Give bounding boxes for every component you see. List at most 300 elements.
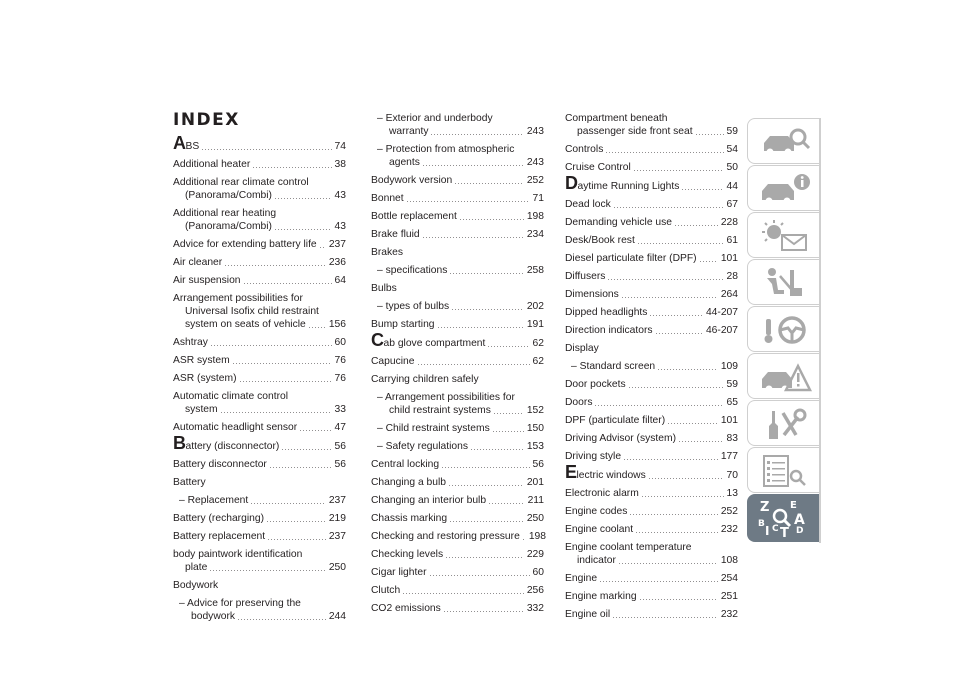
index-entry-label: Arrangement possibilities for bbox=[173, 293, 303, 304]
index-entry[interactable] bbox=[371, 548, 544, 561]
dot-leader bbox=[209, 570, 325, 571]
index-entry-page: 244 bbox=[328, 611, 346, 622]
index-entry-label: Additional rear heating bbox=[173, 208, 277, 219]
dot-leader bbox=[628, 387, 724, 388]
index-entry-label: Air suspension bbox=[173, 275, 241, 286]
index-entry[interactable] bbox=[371, 330, 544, 350]
index-entry-label: system on seats of vehicle bbox=[185, 319, 306, 330]
index-entry-label: Bodywork version bbox=[371, 175, 453, 186]
index-entry-page: 191 bbox=[526, 319, 544, 330]
index-entry-label: Driving style bbox=[565, 451, 622, 462]
index-entry-label: Engine coolant temperature bbox=[565, 542, 692, 553]
index-entry-page: 60 bbox=[532, 567, 544, 578]
index-entry[interactable] bbox=[565, 608, 738, 621]
index-entry-label: Diesel particulate filter (DPF) bbox=[565, 253, 697, 264]
index-entry[interactable] bbox=[565, 572, 738, 585]
dot-leader bbox=[655, 333, 703, 334]
index-entry-label: – Exterior and underbody bbox=[377, 113, 493, 124]
index-entry-label: indicator bbox=[577, 555, 616, 566]
index-entry[interactable] bbox=[371, 228, 544, 241]
dot-leader bbox=[239, 381, 332, 382]
index-entry[interactable] bbox=[173, 548, 346, 574]
index-entry[interactable] bbox=[371, 192, 544, 205]
tab-index[interactable] bbox=[747, 494, 821, 542]
dot-leader bbox=[667, 423, 718, 424]
index-entry-label: – Advice for preserving the bbox=[179, 598, 301, 609]
index-entry[interactable] bbox=[371, 282, 544, 295]
index-entry-label: Engine marking bbox=[565, 591, 637, 602]
tab-safety[interactable] bbox=[747, 259, 821, 305]
index-entry[interactable] bbox=[565, 378, 738, 391]
index-entry-label: Bodywork bbox=[173, 580, 219, 591]
person-seat-icon bbox=[758, 266, 812, 300]
dot-leader bbox=[633, 170, 724, 171]
index-entry-page: 177 bbox=[720, 451, 738, 462]
index-entry-page: 56 bbox=[532, 459, 544, 470]
index-entry[interactable] bbox=[565, 450, 738, 463]
index-entry-page: 252 bbox=[526, 175, 544, 186]
index-entry-label: plate bbox=[185, 562, 208, 573]
index-entry-page: 108 bbox=[720, 555, 738, 566]
dot-leader bbox=[237, 619, 326, 620]
index-entry-label: Chassis marking bbox=[371, 513, 448, 524]
dot-leader bbox=[232, 363, 332, 364]
index-entry-label: Display bbox=[565, 343, 599, 354]
index-entry-page: 250 bbox=[526, 513, 544, 524]
index-entry-page: 229 bbox=[526, 549, 544, 560]
tab-index-letter-t: T bbox=[780, 526, 789, 538]
index-entry-page: 44-207 bbox=[705, 307, 738, 318]
dot-leader bbox=[274, 229, 332, 230]
index-entry-page: 243 bbox=[526, 157, 544, 168]
index-entry-page: 46-207 bbox=[705, 325, 738, 336]
index-entry[interactable] bbox=[173, 579, 346, 592]
index-entry-label: Advice for extending battery life bbox=[173, 239, 317, 250]
index-entry-page: 56 bbox=[334, 441, 346, 452]
dot-leader bbox=[441, 467, 529, 468]
tab-index-letter-i: I bbox=[765, 524, 770, 538]
index-entry[interactable] bbox=[371, 494, 544, 507]
index-entry-label: Battery (disconnector) bbox=[173, 433, 280, 453]
index-entry-page: 33 bbox=[334, 404, 346, 415]
index-entry-page: 62 bbox=[532, 356, 544, 367]
dot-leader bbox=[674, 225, 718, 226]
index-entry[interactable] bbox=[371, 112, 544, 138]
index-entry[interactable] bbox=[173, 336, 346, 349]
index-entry[interactable] bbox=[173, 433, 346, 453]
index-entry-label: Checking levels bbox=[371, 549, 444, 560]
index-entry-page: 38 bbox=[334, 159, 346, 170]
index-entry-label: Automatic headlight sensor bbox=[173, 422, 298, 433]
index-entry-label: Changing an interior bulb bbox=[371, 495, 487, 506]
tab-index-letter-z: Z bbox=[760, 500, 770, 515]
index-entry-label: Brake fluid bbox=[371, 229, 420, 240]
car-info-icon bbox=[758, 172, 812, 206]
dot-leader bbox=[443, 611, 524, 612]
car-warning-icon bbox=[758, 360, 812, 394]
dot-leader bbox=[266, 521, 326, 522]
index-entry-label: Battery bbox=[173, 477, 206, 488]
index-entry-label: – Standard screen bbox=[571, 361, 656, 372]
index-entry-label: body paintwork identification bbox=[173, 549, 303, 560]
index-entry-page: 65 bbox=[726, 397, 738, 408]
index-entry-page: 243 bbox=[526, 126, 544, 137]
dot-leader bbox=[417, 364, 530, 365]
index-entry-page: 228 bbox=[720, 217, 738, 228]
index-entry[interactable] bbox=[565, 360, 738, 373]
dot-leader bbox=[243, 283, 332, 284]
index-entry-page: 254 bbox=[720, 573, 738, 584]
index-entry[interactable] bbox=[173, 256, 346, 269]
steering-wheel-icon bbox=[758, 313, 812, 347]
index-entry-page: 237 bbox=[328, 531, 346, 542]
index-entry[interactable] bbox=[371, 174, 544, 187]
index-entry[interactable] bbox=[371, 422, 544, 435]
index-entry-label: agents bbox=[389, 157, 420, 168]
index-entry-page: 232 bbox=[720, 524, 738, 535]
index-entry[interactable] bbox=[565, 342, 738, 355]
index-entry[interactable] bbox=[371, 476, 544, 489]
index-entry[interactable] bbox=[173, 372, 346, 385]
index-entry-label: – Protection from atmospheric bbox=[377, 144, 515, 155]
index-entry-label: Demanding vehicle use bbox=[565, 217, 673, 228]
dot-leader bbox=[635, 532, 718, 533]
index-entry[interactable] bbox=[565, 306, 738, 319]
dot-leader bbox=[695, 134, 724, 135]
dot-leader bbox=[406, 201, 530, 202]
tab-car-info[interactable] bbox=[747, 165, 821, 211]
index-entry[interactable] bbox=[371, 530, 544, 543]
document-list-icon bbox=[758, 454, 812, 488]
page-title: INDEX bbox=[173, 110, 240, 130]
index-entry[interactable] bbox=[371, 512, 544, 525]
dot-leader bbox=[621, 297, 718, 298]
index-entry-page: 47 bbox=[334, 422, 346, 433]
dot-leader bbox=[599, 581, 718, 582]
dot-leader bbox=[449, 273, 523, 274]
index-entry-label: (Panorama/Combi) bbox=[185, 221, 272, 232]
index-entry[interactable] bbox=[565, 505, 738, 518]
index-entry-label: Engine bbox=[565, 573, 598, 584]
index-entry-page: 201 bbox=[526, 477, 544, 488]
index-entry[interactable] bbox=[371, 373, 544, 386]
index-entry-label: ABS bbox=[173, 133, 200, 153]
index-entry-page: 152 bbox=[526, 405, 544, 416]
dot-leader bbox=[299, 430, 331, 431]
index-entry-page: 234 bbox=[526, 229, 544, 240]
index-entry-page: 198 bbox=[526, 211, 544, 222]
tabs-edge-line bbox=[819, 118, 821, 543]
dot-leader bbox=[493, 413, 524, 414]
dot-leader bbox=[429, 575, 530, 576]
index-entry-label: Cigar lighter bbox=[371, 567, 427, 578]
index-entry-label: Bonnet bbox=[371, 193, 404, 204]
index-entry[interactable] bbox=[565, 216, 738, 229]
dot-leader bbox=[648, 478, 724, 479]
dot-leader bbox=[274, 198, 332, 199]
index-entry-page: 67 bbox=[726, 199, 738, 210]
index-entry-page: 74 bbox=[334, 141, 346, 152]
dot-leader bbox=[451, 309, 524, 310]
index-entry-page: 232 bbox=[720, 609, 738, 620]
dot-leader bbox=[612, 617, 718, 618]
index-entry-label: Checking and restoring pressure bbox=[371, 531, 520, 542]
index-entry-label: Changing a bulb bbox=[371, 477, 446, 488]
index-entry[interactable] bbox=[565, 252, 738, 265]
index-entry-page: 219 bbox=[328, 513, 346, 524]
tab-technical-data[interactable] bbox=[747, 447, 821, 493]
dot-leader bbox=[449, 521, 524, 522]
index-entry[interactable] bbox=[173, 421, 346, 434]
index-entry[interactable] bbox=[173, 494, 346, 507]
index-entry-label: Engine coolant bbox=[565, 524, 634, 535]
index-entry-page: 101 bbox=[720, 253, 738, 264]
dot-leader bbox=[605, 152, 723, 153]
index-entry-page: 62 bbox=[532, 338, 544, 349]
dot-leader bbox=[454, 183, 524, 184]
index-entry-label: Battery disconnector bbox=[173, 459, 267, 470]
index-entry-label: Additional rear climate control bbox=[173, 177, 309, 188]
index-entry-page: 156 bbox=[328, 319, 346, 330]
index-entry-page: 150 bbox=[526, 423, 544, 434]
index-entry-label: Diffusers bbox=[565, 271, 606, 282]
index-entry-label: Bottle replacement bbox=[371, 211, 457, 222]
index-entry-label: Central locking bbox=[371, 459, 440, 470]
index-entry[interactable] bbox=[173, 354, 346, 367]
index-entry-label: Doors bbox=[565, 397, 593, 408]
index-entry[interactable] bbox=[565, 112, 738, 138]
index-entry[interactable] bbox=[565, 324, 738, 337]
index-entry-label: – Replacement bbox=[179, 495, 249, 506]
dot-leader bbox=[224, 265, 326, 266]
index-entry-label: system bbox=[185, 404, 218, 415]
index-entry-label: Door pockets bbox=[565, 379, 626, 390]
index-entry[interactable] bbox=[565, 234, 738, 247]
tab-maintenance[interactable] bbox=[747, 400, 821, 446]
tab-index-letter-d: D bbox=[796, 526, 804, 536]
dot-leader bbox=[594, 405, 723, 406]
index-entry[interactable] bbox=[565, 487, 738, 500]
dot-leader bbox=[430, 134, 523, 135]
index-entry-label: – types of bulbs bbox=[377, 301, 450, 312]
index-entry-label: Electric windows bbox=[565, 462, 646, 482]
index-entry-page: 59 bbox=[726, 126, 738, 137]
index-entry[interactable] bbox=[371, 246, 544, 259]
index-entry[interactable] bbox=[565, 288, 738, 301]
wrench-screwdriver-icon bbox=[758, 407, 812, 441]
index-entry[interactable] bbox=[173, 458, 346, 471]
dot-leader bbox=[678, 441, 724, 442]
dot-leader bbox=[488, 503, 525, 504]
dot-leader bbox=[267, 539, 326, 540]
index-entry-label: Automatic climate control bbox=[173, 391, 289, 402]
index-entry[interactable] bbox=[173, 158, 346, 171]
index-entry[interactable] bbox=[371, 210, 544, 223]
index-entry[interactable] bbox=[173, 176, 346, 202]
index-entry-page: 13 bbox=[726, 488, 738, 499]
dot-leader bbox=[201, 149, 331, 150]
dot-leader bbox=[281, 449, 331, 450]
index-entry-page: 44 bbox=[726, 181, 738, 192]
index-entry[interactable] bbox=[565, 173, 738, 193]
index-entry-page: 50 bbox=[726, 162, 738, 173]
index-entry[interactable] bbox=[173, 390, 346, 416]
tab-index-letter-a: A bbox=[794, 512, 805, 528]
index-column-1 bbox=[173, 134, 346, 623]
index-entry-page: 252 bbox=[720, 506, 738, 517]
index-entry-page: 70 bbox=[726, 470, 738, 481]
index-entry-label: Carrying children safely bbox=[371, 374, 479, 385]
tab-emergency[interactable] bbox=[747, 353, 821, 399]
index-entry[interactable] bbox=[371, 391, 544, 417]
index-entry-label: – Safety regulations bbox=[377, 441, 469, 452]
index-entry-label: Battery replacement bbox=[173, 531, 266, 542]
tab-starting-driving[interactable] bbox=[747, 306, 821, 352]
index-entry-page: 153 bbox=[526, 441, 544, 452]
index-entry-page: 251 bbox=[720, 591, 738, 602]
dot-leader bbox=[613, 207, 724, 208]
index-entry-label: Dead lock bbox=[565, 199, 611, 210]
index-entry[interactable] bbox=[565, 414, 738, 427]
index-entry-label: – specifications bbox=[377, 265, 448, 276]
dot-leader bbox=[459, 219, 524, 220]
index-entry[interactable] bbox=[565, 523, 738, 536]
index-entry[interactable] bbox=[565, 270, 738, 283]
index-entry-page: 56 bbox=[334, 459, 346, 470]
dot-leader bbox=[252, 167, 331, 168]
index-entry[interactable] bbox=[173, 530, 346, 543]
index-entry-page: 64 bbox=[334, 275, 346, 286]
dot-leader bbox=[470, 449, 524, 450]
index-entry-label: Controls bbox=[565, 144, 604, 155]
dot-leader bbox=[699, 261, 718, 262]
index-entry[interactable] bbox=[173, 597, 346, 623]
index-entry-label: Desk/Book rest bbox=[565, 235, 635, 246]
index-entry-page: 264 bbox=[720, 289, 738, 300]
index-entry-page: 59 bbox=[726, 379, 738, 390]
index-entry[interactable] bbox=[565, 462, 738, 482]
dot-leader bbox=[448, 485, 524, 486]
index-entry-label: passenger side front seat bbox=[577, 126, 693, 137]
index-entry[interactable] bbox=[371, 584, 544, 597]
index-entry[interactable] bbox=[565, 541, 738, 567]
tab-lights-messages[interactable] bbox=[747, 212, 821, 258]
index-entry-label: Brakes bbox=[371, 247, 404, 258]
dot-leader bbox=[445, 557, 524, 558]
index-entry[interactable] bbox=[173, 274, 346, 287]
index-entry-label: Electronic alarm bbox=[565, 488, 639, 499]
index-entry-page: 256 bbox=[526, 585, 544, 596]
dot-leader bbox=[637, 243, 724, 244]
dot-leader bbox=[641, 496, 724, 497]
index-entry-label: warranty bbox=[389, 126, 429, 137]
index-entry-page: 76 bbox=[334, 373, 346, 384]
car-search-icon bbox=[758, 125, 812, 159]
index-entry-label: (Panorama/Combi) bbox=[185, 190, 272, 201]
index-entry-label: Driving Advisor (system) bbox=[565, 433, 676, 444]
dot-leader bbox=[422, 165, 524, 166]
dot-leader bbox=[649, 315, 703, 316]
index-entry[interactable] bbox=[173, 476, 346, 489]
index-entry[interactable] bbox=[173, 133, 346, 153]
index-entry-page: 237 bbox=[328, 239, 346, 250]
index-entry-label: Battery (recharging) bbox=[173, 513, 264, 524]
dot-leader bbox=[618, 563, 718, 564]
dot-leader bbox=[422, 237, 524, 238]
index-column-3 bbox=[565, 112, 738, 621]
index-entry[interactable] bbox=[371, 143, 544, 169]
light-envelope-icon bbox=[758, 219, 812, 253]
dot-leader bbox=[437, 327, 524, 328]
index-entry-label: ASR system bbox=[173, 355, 230, 366]
index-entry[interactable] bbox=[565, 198, 738, 211]
index-entry-label: Cab glove compartment bbox=[371, 330, 486, 350]
index-column-2 bbox=[371, 112, 544, 615]
index-entry[interactable] bbox=[565, 432, 738, 445]
tab-index-letter-c: C bbox=[772, 524, 779, 534]
index-entry[interactable] bbox=[565, 590, 738, 603]
index-entry-page: 109 bbox=[720, 361, 738, 372]
dot-leader bbox=[607, 279, 723, 280]
dot-leader bbox=[402, 593, 524, 594]
index-entry[interactable] bbox=[371, 300, 544, 313]
tab-car-search[interactable] bbox=[747, 118, 821, 164]
index-entry[interactable] bbox=[371, 355, 544, 368]
dot-leader bbox=[210, 345, 332, 346]
index-entry-label: Cruise Control bbox=[565, 162, 631, 173]
index-entry-label: CO2 emissions bbox=[371, 603, 441, 614]
index-entry-label: Daytime Running Lights bbox=[565, 173, 680, 193]
index-entry[interactable] bbox=[565, 161, 738, 174]
index-entry[interactable] bbox=[565, 396, 738, 409]
index-entry-page: 43 bbox=[334, 190, 346, 201]
index-entry-page: 101 bbox=[720, 415, 738, 426]
dot-leader bbox=[308, 327, 326, 328]
index-entry-label: Engine oil bbox=[565, 609, 611, 620]
dot-leader bbox=[487, 346, 529, 347]
index-entry[interactable] bbox=[371, 602, 544, 615]
index-entry-label: DPF (particulate filter) bbox=[565, 415, 666, 426]
index-entry[interactable] bbox=[371, 566, 544, 579]
index-entry[interactable] bbox=[371, 440, 544, 453]
dot-leader bbox=[639, 599, 718, 600]
index-entry-page: 202 bbox=[526, 301, 544, 312]
index-entry[interactable] bbox=[371, 264, 544, 277]
index-entry[interactable] bbox=[173, 238, 346, 251]
index-entry-page: 61 bbox=[726, 235, 738, 246]
index-entry-label: Dipped headlights bbox=[565, 307, 648, 318]
tab-index-letter-e: E bbox=[790, 500, 797, 511]
index-entry[interactable] bbox=[371, 318, 544, 331]
index-entry[interactable] bbox=[173, 207, 346, 233]
index-entry-label: Additional heater bbox=[173, 159, 251, 170]
index-entry-page: 54 bbox=[726, 144, 738, 155]
index-entry-page: 211 bbox=[527, 495, 544, 506]
dot-leader bbox=[522, 539, 526, 540]
index-entry-page: 250 bbox=[328, 562, 346, 573]
index-entry-label: Dimensions bbox=[565, 289, 619, 300]
index-entry-label: Ashtray bbox=[173, 337, 208, 348]
index-entry-label: Engine codes bbox=[565, 506, 628, 517]
index-entry-page: 198 bbox=[528, 531, 546, 542]
index-entry-page: 43 bbox=[334, 221, 346, 232]
index-entry-page: 60 bbox=[334, 337, 346, 348]
index-entry[interactable] bbox=[371, 458, 544, 471]
tab-index-letter-b: B bbox=[758, 519, 765, 529]
index-entry[interactable] bbox=[565, 143, 738, 156]
index-entry[interactable] bbox=[173, 512, 346, 525]
index-entry[interactable] bbox=[173, 292, 346, 331]
